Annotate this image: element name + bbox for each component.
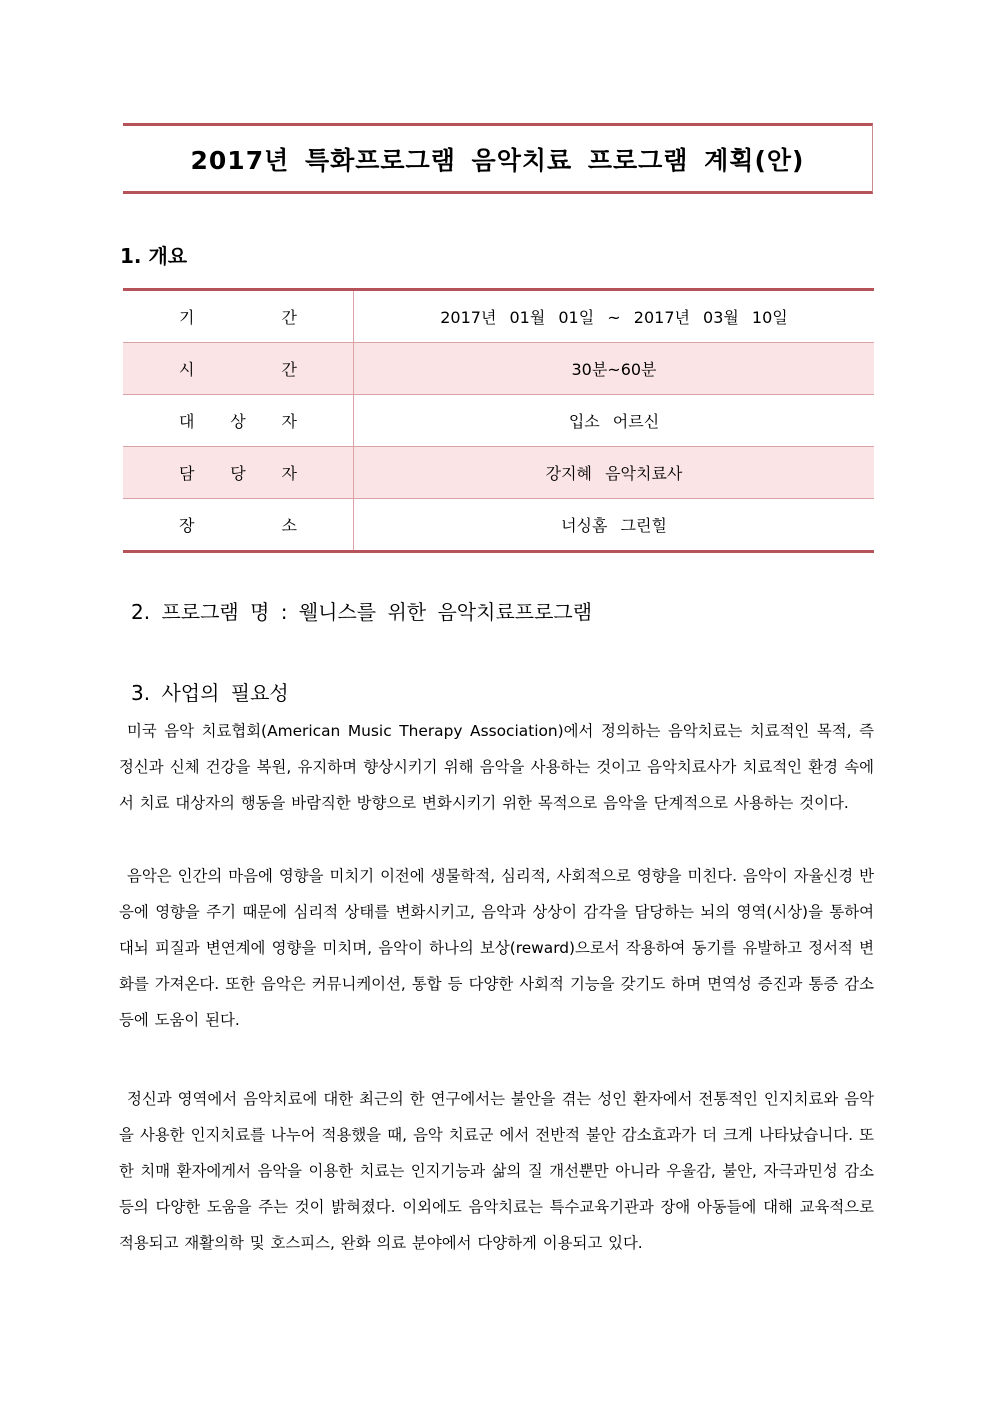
row-label bbox=[123, 499, 354, 552]
label-char: 상 bbox=[230, 412, 246, 431]
period-value: 2017년 01월 01일 ~ 2017년 03월 10일 bbox=[354, 290, 875, 343]
label-char: 당 bbox=[230, 464, 246, 483]
overview-table bbox=[123, 288, 874, 553]
section-2-heading: 2. 프로그램 명 : 웰니스를 위한 음악치료프로그램 bbox=[131, 600, 593, 624]
manager-value: 강지혜 음악치료사 bbox=[354, 447, 875, 499]
row-label bbox=[123, 343, 354, 395]
table-row bbox=[123, 395, 874, 447]
paragraph-3: 정신과 영역에서 음악치료에 대한 최근의 한 연구에서는 불안을 겪는 성인 환자에서 전통적인 인지치료와 음악을 사용한 인지치료를 나누어 적용했을 때, 음악 치료군 에서 전반적 불안 감소효과가 더 크게 나타났습니다. 또한 치매 환자에게서 음악을 이용한 치료는 인지기능과 삶의 질 개선뿐만 아니라 우울감, 불안, 자극과민성 감소 등의 다양한 도움을 주는 것이 밝혀졌다. 이외에도 음악치료는 특수교육기관과 장애 아동들에 대해 교육적으로 적용되고 재활의학 및 호스피스, 완화 의료 분야에서 다양하게 이용되고 있다. bbox=[119, 1090, 874, 1252]
label-char: 소 bbox=[281, 516, 297, 535]
paragraph-2: 음악은 인간의 마음에 영향을 미치기 이전에 생물학적, 심리적, 사회적으로 영향을 미친다. 음악이 자율신경 반응에 영향을 주기 때문에 심리적 상태를 변화시키고, 음악과 상상이 감각을 담당하는 뇌의 영역(시상)을 통하여 대뇌 피질과 변연계에 영향을 미치며, 음악이 하나의 보상(reward)으로서 작용하여 동기를 유발하고 정서적 변화를 가져온다. 또한 음악은 커뮤니케이션, 통합 등 다양한 사회적 기능을 갖기도 하며 면역성 증진과 통증 감소 등에 도움이 된다. bbox=[119, 867, 874, 1029]
label-char: 장 bbox=[179, 516, 195, 535]
table-row bbox=[123, 290, 874, 343]
section-3-heading: 3. 사업의 필요성 bbox=[131, 681, 289, 705]
table-row bbox=[123, 499, 874, 552]
row-label bbox=[123, 447, 354, 499]
label-char: 자 bbox=[281, 412, 297, 431]
target-value: 입소 어르신 bbox=[354, 395, 875, 447]
label-char: 대 bbox=[179, 412, 195, 431]
place-value: 너싱홈 그린힐 bbox=[561, 516, 667, 535]
label-char: 시 bbox=[179, 360, 195, 379]
table-row bbox=[123, 343, 874, 395]
label-char: 자 bbox=[281, 464, 297, 483]
label-char: 기 bbox=[179, 308, 195, 327]
label-char: 담 bbox=[179, 464, 195, 483]
table-row bbox=[123, 447, 874, 499]
document-title: 2017년 특화프로그램 음악치료 프로그램 계획(안) bbox=[190, 145, 805, 175]
section-1-heading: 1. 개요 bbox=[120, 244, 188, 268]
row-label bbox=[123, 290, 354, 343]
time-value: 30분~60분 bbox=[354, 343, 875, 395]
label-char: 간 bbox=[281, 308, 297, 327]
label-char: 간 bbox=[281, 360, 297, 379]
row-label bbox=[123, 395, 354, 447]
title-box bbox=[123, 123, 873, 194]
paragraph-1: 미국 음악 치료협회(American Music Therapy Association)에서 정의하는 음악치료는 치료적인 목적, 즉 정신과 신체 건강을 복원, 유지하며 향상시키기 위해 음악을 사용하는 것이고 음악치료사가 치료적인 환경 속에서 치료 대상자의 행동을 바람직한 방향으로 변화시키기 위한 목적으로 음악을 단계적으로 사용하는 것이다. bbox=[119, 722, 874, 812]
